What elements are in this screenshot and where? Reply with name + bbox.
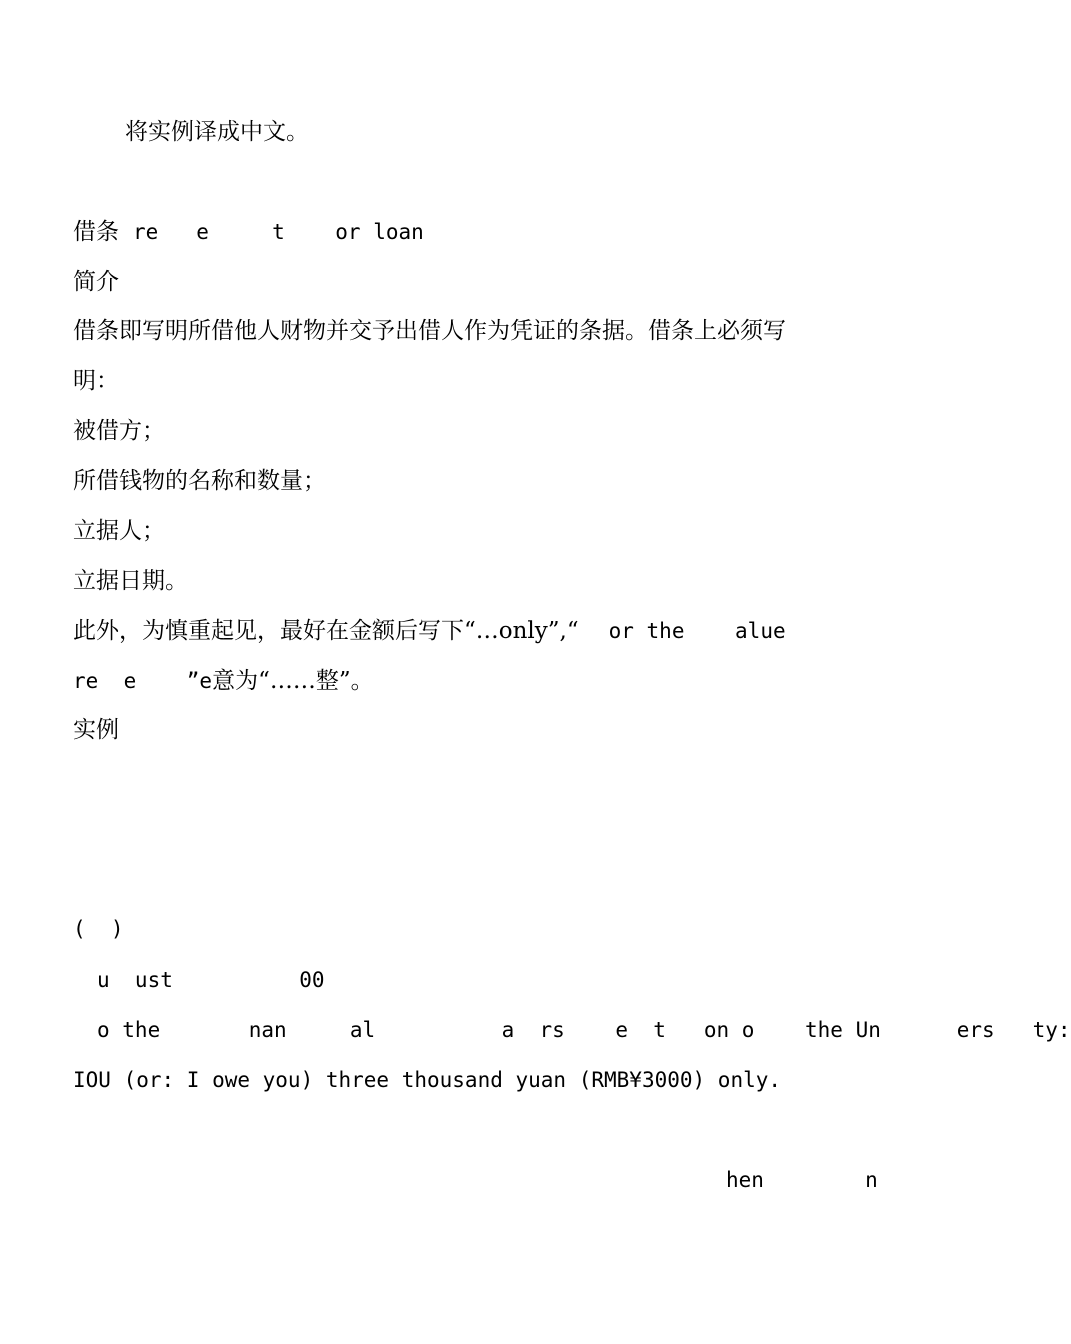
list-item: 被借方； <box>73 418 165 444</box>
example-date-line: u ust 00 <box>97 968 325 992</box>
list-item: 所借钱物的名称和数量； <box>73 468 326 494</box>
note-line-1 <box>73 616 786 646</box>
note-line-1-en: or the alue <box>608 619 786 643</box>
example-iou-line: IOU (or: I owe you) three thousand yuan (RMB¥3000) only. <box>73 1068 782 1092</box>
instruction-text: 将实例译成中文。 <box>125 119 309 145</box>
example-title: 实例 <box>73 717 119 743</box>
example-signature: hen n <box>726 1168 878 1192</box>
example-parens: ( ) <box>73 917 124 941</box>
heading-cn: 借条 <box>73 219 119 245</box>
note-line-2-en: re e ”e <box>73 669 213 693</box>
example-recipient-line: o the nan al a rs e t on o the Un ers ty: <box>97 1018 1071 1042</box>
list-item: 立据人； <box>73 518 165 544</box>
note-line-2-cn: 意为“……整”。 <box>212 668 374 694</box>
note-line-1-cn: 此外，为慎重起见，最好在金额后写下“…only”,“ <box>73 618 579 644</box>
intro-text-line-1: 借条即写明所借他人财物并交予出借人作为凭证的条据。借条上必须写 <box>73 318 786 344</box>
heading-en: re e t or loan <box>133 220 424 244</box>
intro-text-line-2: 明： <box>73 368 119 394</box>
intro-title: 简介 <box>73 269 119 295</box>
note-line-2 <box>73 666 374 696</box>
list-item: 立据日期。 <box>73 568 188 594</box>
document-heading <box>73 217 424 247</box>
